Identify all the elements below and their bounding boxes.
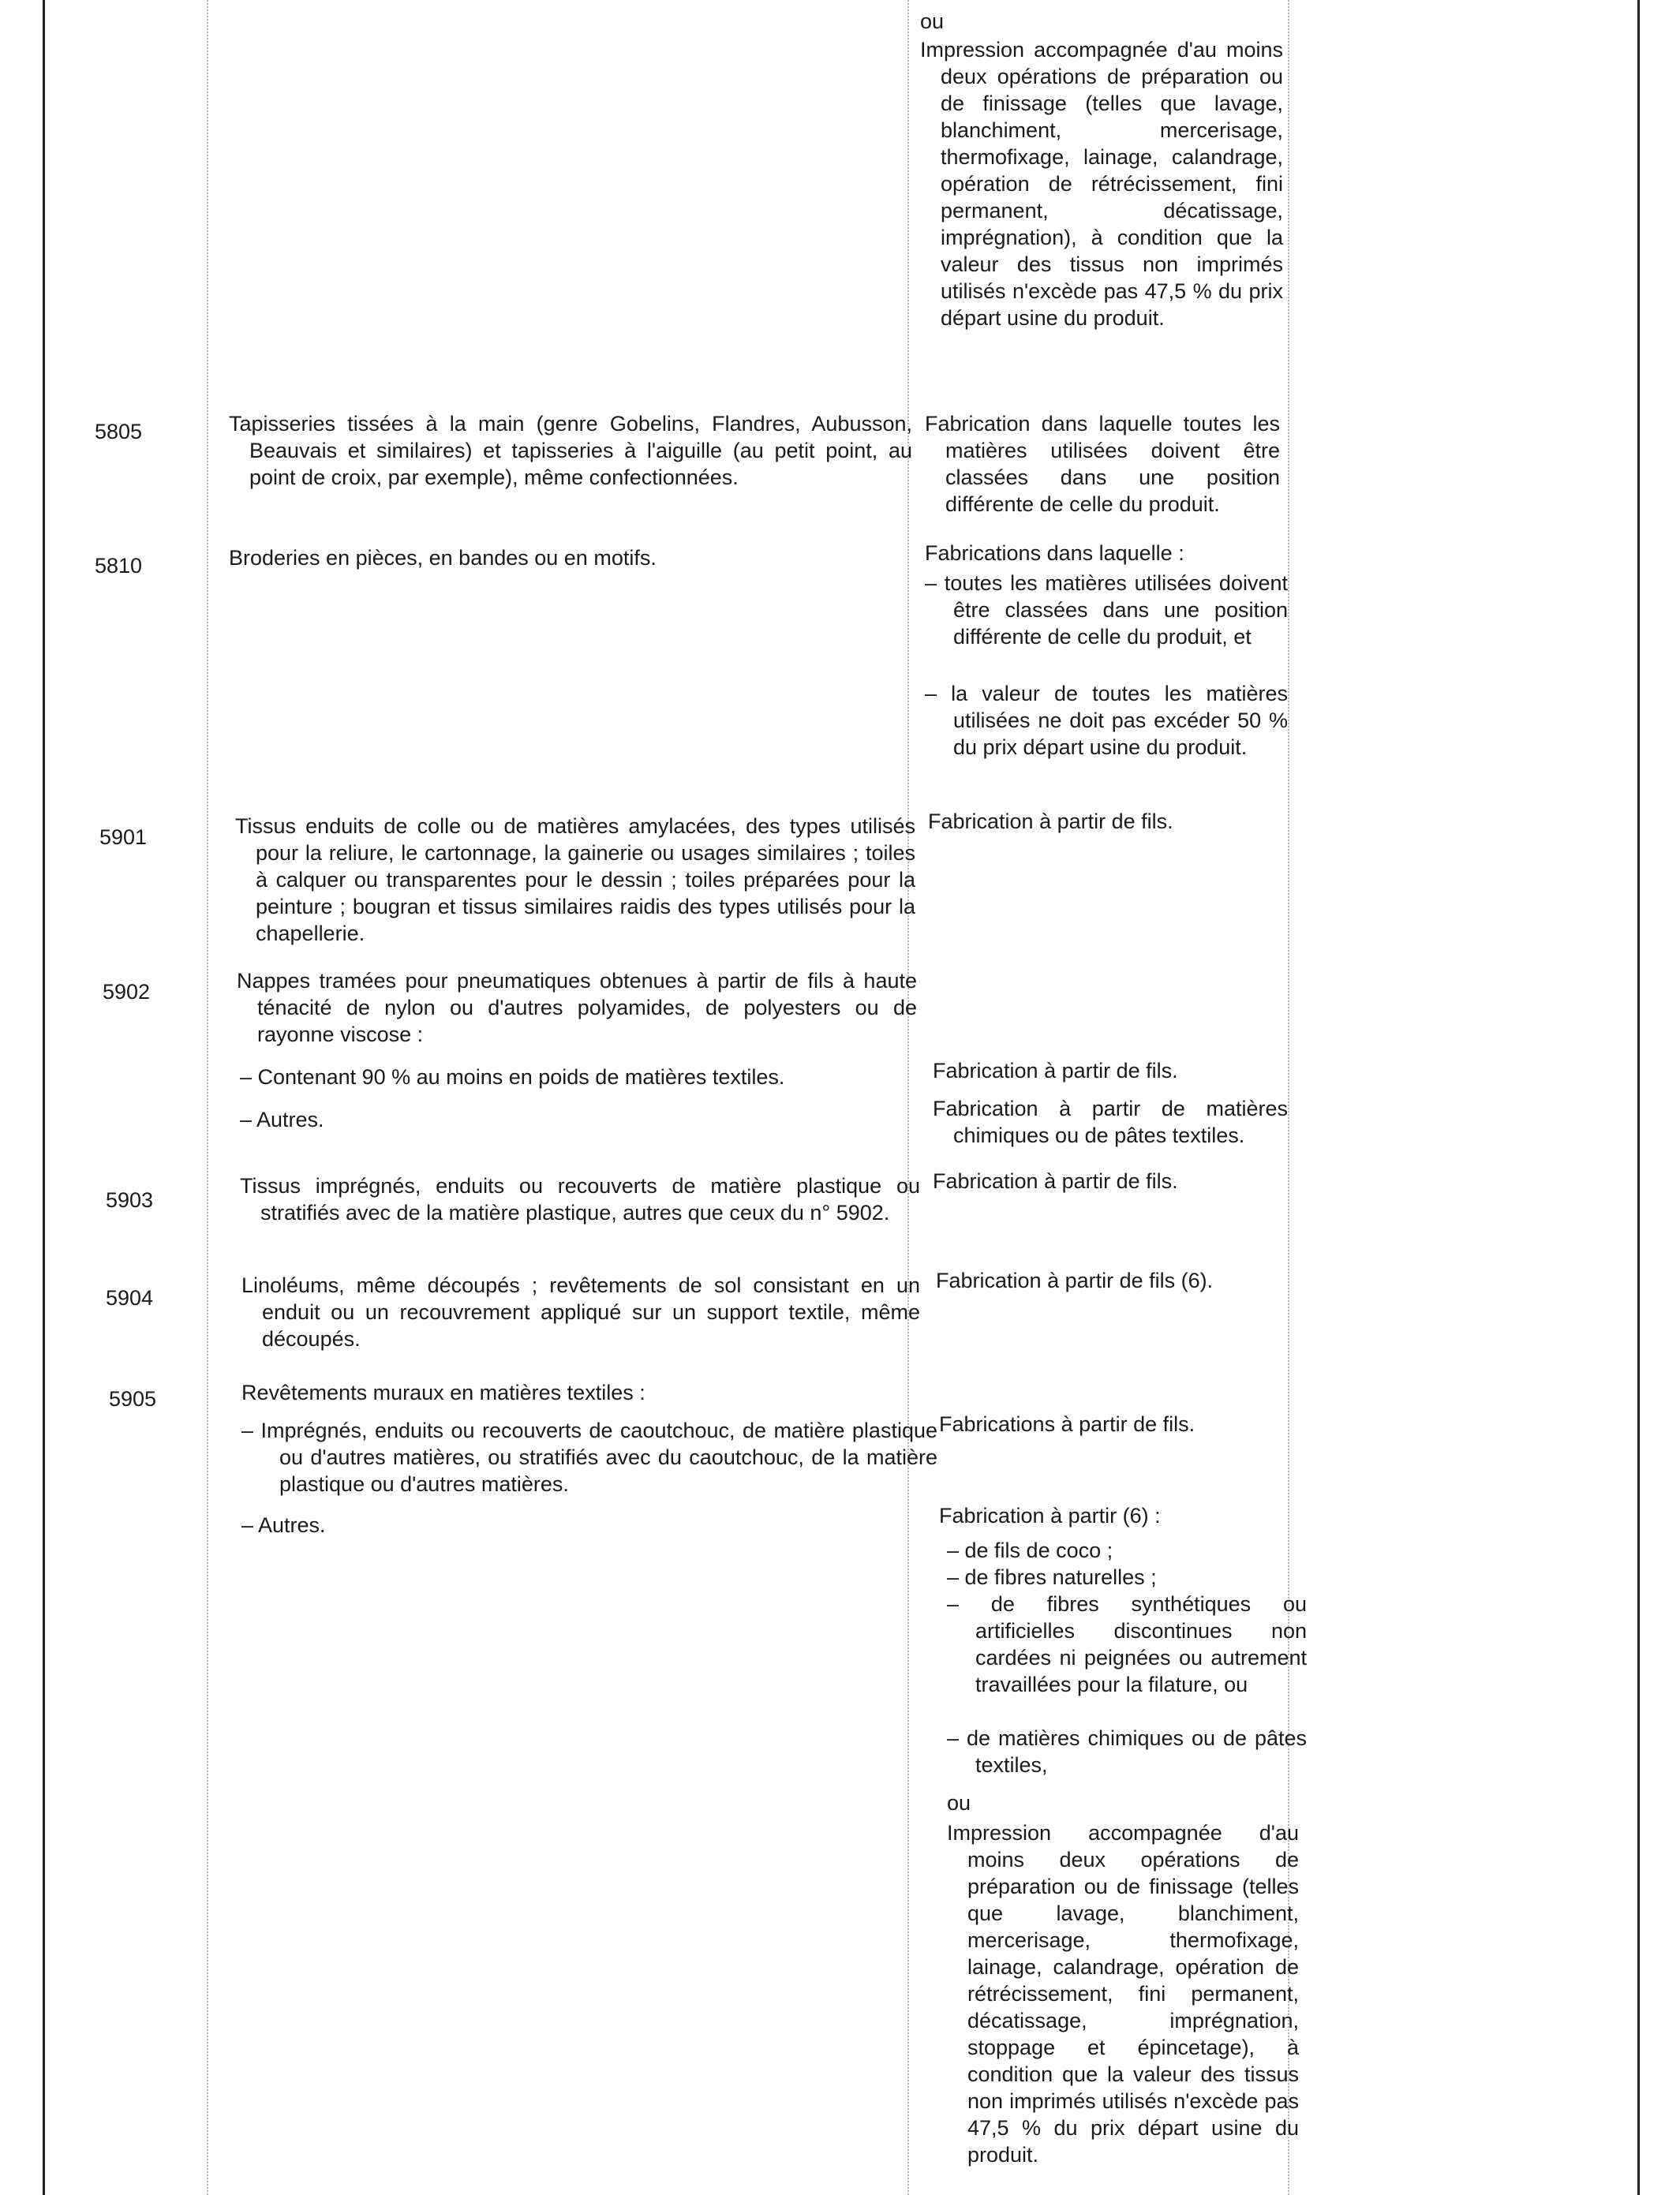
- column-divider: [907, 0, 909, 2195]
- working-rule-intro: Fabrications dans laquelle :: [925, 541, 1184, 565]
- rule-or: ou: [920, 9, 945, 33]
- working-rule-item: – la valeur de toutes les matières utilisées ne doit pas excéder 50 % du prix départ usine du produit.: [925, 682, 1288, 759]
- working-rule: Fabrication à partir de fils.: [933, 1169, 1178, 1193]
- rule-impression: Impression accompagnée d'au moins deux opérations de préparation ou de finissage (telles que lavage, blanchiment, mercerisage, thermofixage, lainage, calandrage, opération de rétrécissement, fini permanent, décatissage, imprégnation, stoppage et épincetage), à condition que la valeur des tissus non imprimés utilisés n'excède pas 47,5 % du prix départ usine du produit.: [947, 1821, 1299, 2167]
- sub-description: – Imprégnés, enduits ou recouverts de caoutchouc, de matière plastique ou d'autres matières, ou stratifiés avec du caoutchouc, de la matière plastique ou d'autres matières.: [241, 1419, 937, 1496]
- sub-description: – Autres.: [241, 1513, 326, 1537]
- heading-code: 5904: [106, 1286, 154, 1310]
- sub-description: – Contenant 90 % au moins en poids de matières textiles.: [240, 1065, 785, 1089]
- heading-code: 5903: [106, 1188, 154, 1212]
- product-description: Tissus enduits de colle ou de matières amylacées, des types utilisés pour la reliure, le cartonnage, la gainerie ou usages similaires ; toiles à calquer ou transparentes pour le dessin ; toiles préparées pour la peinture ; bougran et tissus similaires raidis des types utilisés pour la chapellerie.: [235, 814, 915, 945]
- column-divider: [207, 0, 208, 2195]
- working-rule: Fabrication à partir de fils (6).: [936, 1269, 1214, 1292]
- working-rule-item: – de fibres naturelles ;: [947, 1565, 1157, 1589]
- working-rule-intro: Fabrication à partir (6) :: [939, 1504, 1161, 1528]
- rule-or: ou: [947, 1791, 971, 1815]
- working-rule: Fabrication à partir de fils.: [933, 1059, 1178, 1083]
- rule-impression: Impression accompagnée d'au moins deux opérations de préparation ou de finissage (telles que lavage, blanchiment, mercerisage, thermofixage, lainage, calandrage, opération de rétrécissement, fini permanent, décatissage, imprégnation), à condition que la valeur des tissus non imprimés utilisés n'excède pas 47,5 % du prix départ usine du produit.: [920, 38, 1283, 330]
- sub-description: – Autres.: [240, 1108, 324, 1131]
- product-description: Tissus imprégnés, enduits ou recouverts de matière plastique ou stratifiés avec de la matière plastique, autres que ceux du n° 5902.: [240, 1174, 920, 1225]
- page-border: [43, 0, 1640, 2195]
- working-rule: Fabrication à partir de matières chimiques ou de pâtes textiles.: [933, 1097, 1288, 1147]
- working-rule-item: – de fils de coco ;: [947, 1539, 1113, 1562]
- heading-code: 5901: [99, 825, 148, 849]
- product-description: Revêtements muraux en matières textiles :: [241, 1381, 645, 1404]
- working-rule-item: – de matières chimiques ou de pâtes textiles,: [947, 1726, 1307, 1777]
- product-description: Broderies en pièces, en bandes ou en motifs.: [229, 546, 657, 570]
- heading-code: 5905: [109, 1387, 157, 1411]
- heading-code: 5810: [95, 554, 143, 578]
- working-rule: Fabrication à partir de fils.: [928, 810, 1173, 833]
- product-description: Linoléums, même découpés ; revêtements de sol consistant en un enduit ou un recouvrement appliqué sur un support textile, même découpés.: [241, 1273, 920, 1351]
- heading-code: 5805: [95, 420, 143, 443]
- working-rule: Fabrications à partir de fils.: [939, 1412, 1195, 1436]
- working-rule: Fabrication dans laquelle toutes les matières utilisées doivent être classées dans une position différente de celle du produit.: [925, 412, 1280, 516]
- working-rule-item: – toutes les matières utilisées doivent être classées dans une position différente de celle du produit, et: [925, 571, 1288, 649]
- product-description: Nappes tramées pour pneumatiques obtenues à partir de fils à haute ténacité de nylon ou d'autres polyamides, de polyesters ou de rayonne viscose :: [237, 969, 917, 1046]
- working-rule-item: – de fibres synthétiques ou artificielles discontinues non cardées ni peignées ou autrement travaillées pour la filature, ou: [947, 1592, 1307, 1696]
- product-description: Tapisseries tissées à la main (genre Gobelins, Flandres, Aubusson, Beauvais et similaires) et tapisseries à l'aiguille (au petit point, au point de croix, par exemple), même confectionnées.: [229, 412, 912, 489]
- heading-code: 5902: [103, 980, 151, 1004]
